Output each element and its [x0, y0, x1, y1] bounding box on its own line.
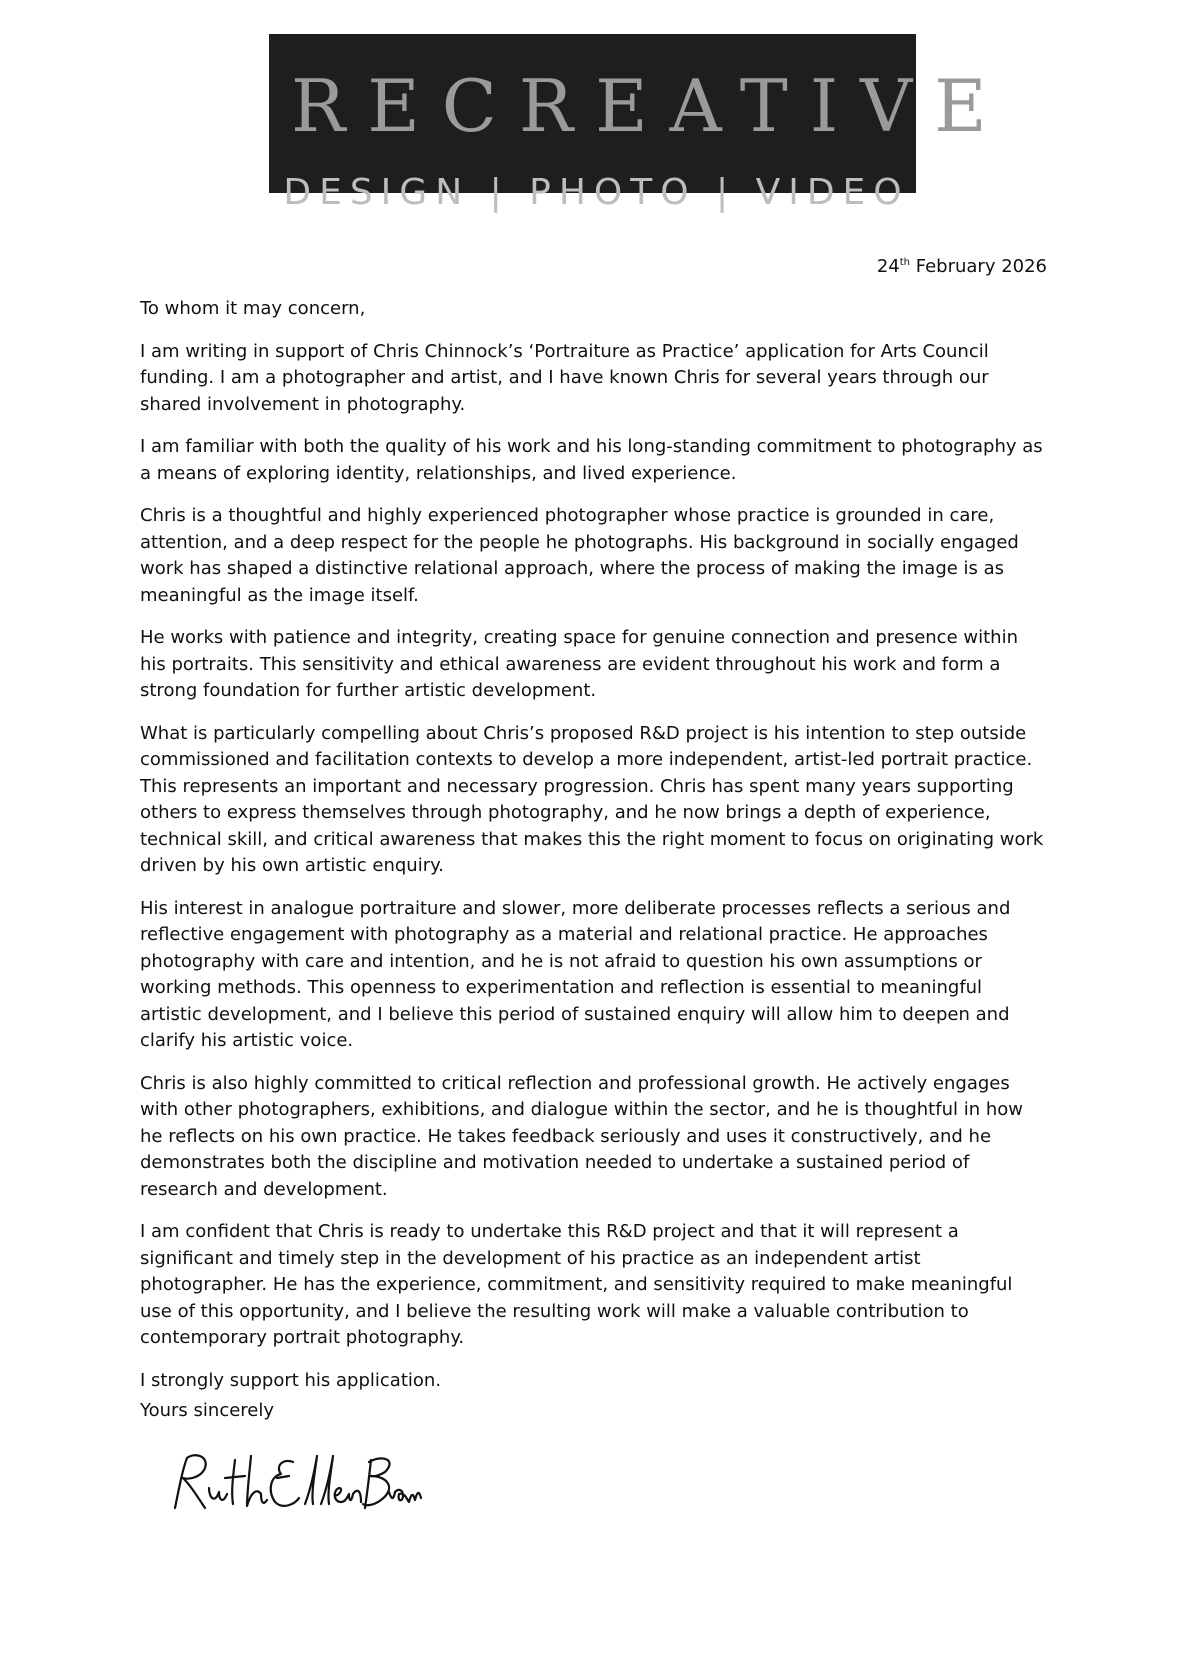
- date-suffix: th: [899, 257, 910, 268]
- letter-body: [140, 296, 1048, 1410]
- salutation: To whom it may concern,: [140, 298, 366, 319]
- closing: Yours sincerely: [140, 1400, 275, 1421]
- paragraph: Chris is a thoughtful and highly experienced photographer whose practice is grounded in care, attention, and a deep respect for the people he photographs. His background in socially engaged work has shaped a distinctive relational approach, where the process of making the image is as meaningful as the image itself.: [140, 505, 1019, 606]
- logo-title: RECREATIVE: [291, 64, 1009, 148]
- letter-date: [877, 255, 1047, 279]
- paragraph: I am confident that Chris is ready to undertake this R&D project and that it will represent a significant and timely step in the development of his practice as an independent artist photographer. He has the experience, commitment, and sensitivity required to make meaningful use of this opportunity, and I believe the resulting work will make a valuable contribution to contemporary portrait photography.: [140, 1221, 1013, 1348]
- date-day: 24: [876, 256, 900, 277]
- logo-subtitle: DESIGN | PHOTO | VIDEO: [283, 172, 910, 213]
- paragraph: I am writing in support of Chris Chinnock’s ‘Portraiture as Practice’ application for Arts Council funding. I am a photographer and artist, and I have known Chris for several years through our shared involvement in photography.: [140, 340, 989, 415]
- paragraph: I am familiar with both the quality of his work and his long-standing commitment to photography as a means of exploring identity, relationships, and lived experience.: [140, 436, 1043, 484]
- recreative-logo: [269, 34, 1009, 213]
- date-month-year: February 2026: [909, 256, 1047, 277]
- paragraph: I strongly support his application.: [140, 1369, 442, 1391]
- paragraph: Chris is also highly committed to critical reflection and professional growth. He actively engages with other photographers, exhibitions, and dialogue within the sector, and he is thoughtful in how he reflects on his own practice. He takes feedback seriously and uses it constructively, and he demonstrates both the discipline and motivation needed to undertake a sustained period of research and development.: [140, 1072, 1023, 1200]
- signature-text: Ruth Ellen Brown: [165, 1448, 174, 1449]
- paragraph: What is particularly compelling about Chris’s proposed R&D project is his intention to step outside commissioned and facilitation contexts to develop a more independent, artist-led portrait practice. This represents an important and necessary progression. Chris has spent many years supporting others to express themselves through photography, and he now brings a depth of experience, technical skill, and critical awareness that makes this the right moment to focus on originating work driven by his own artistic enquiry.: [140, 722, 1044, 876]
- paragraph: His interest in analogue portraiture and slower, more deliberate processes reflects a serious and reflective engagement with photography as a material and relational practice. He approaches photography with care and intention, and he is not afraid to question his own assumptions or working methods. This openness to experimentation and reflection is essential to meaningful artistic development, and I believe this period of sustained enquiry will allow him to deepen and clarify his artistic voice.: [140, 897, 1011, 1051]
- paragraph: He works with patience and integrity, creating space for genuine connection and presence within his portraits. This sensitivity and ethical awareness are evident throughout his work and form a strong foundation for further artistic development.: [140, 627, 1018, 701]
- signature: [165, 1448, 425, 1518]
